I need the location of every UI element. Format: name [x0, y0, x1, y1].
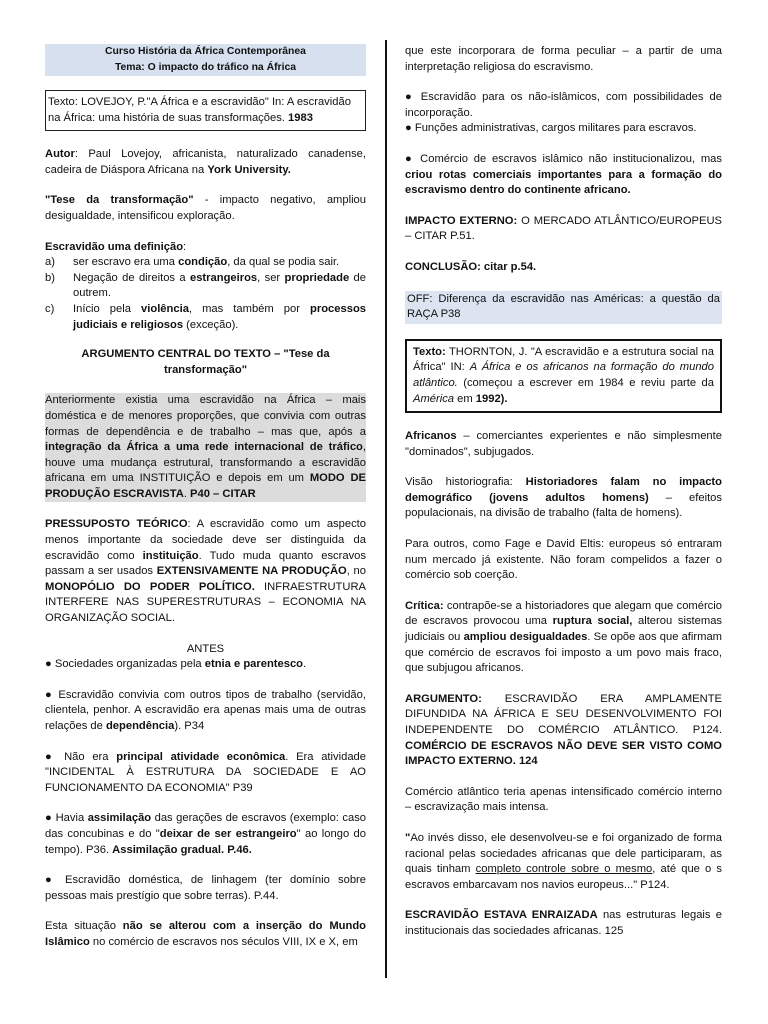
bold-run: EXTENSIVAMENTE NA PRODUÇÃO — [156, 565, 347, 578]
list-marker: a) — [45, 256, 55, 269]
bold-run: MONOPÓLIO DO PODER POLÍTICO. — [45, 580, 255, 593]
italic-run: América — [413, 392, 455, 405]
text-run: – efeitos populacionais, na divisão de trabalho (falta de homens). — [405, 491, 722, 520]
thesis-label: "Tese da transformação" — [45, 194, 194, 207]
bold-run: etnia e parentesco — [204, 658, 304, 671]
bold-run: principal atividade econômica — [116, 750, 286, 763]
central-argument-paragraph — [45, 393, 366, 502]
italic-run: A África e os africanos na formação do mundo atlântico. — [413, 361, 714, 389]
text-run: , ser — [257, 271, 285, 284]
thesis-paragraph — [45, 193, 366, 224]
text-run: . — [183, 487, 191, 500]
bullet-domestic: ● Escravidão doméstica, de linhagem (ter domínio sobre pessoas mais prestígio que sobre terras). P.44. — [45, 874, 366, 902]
bold-run: criou rotas comerciais importantes para a formação do escravismo dentro do continente africano. — [405, 168, 722, 197]
left-column — [45, 44, 366, 966]
text-run: ● Comércio de escravos islâmico não institucionalizou, mas — [405, 152, 722, 165]
bold-run: estrangeiros — [189, 271, 258, 284]
bold-run: assimilação — [87, 812, 152, 825]
atlantic-trade-paragraph: Comércio atlântico teria apenas intensificado comércio interno – escravização mais intensa. — [405, 785, 722, 814]
bold-run: deixar de ser estrangeiro — [159, 827, 297, 840]
text-run: Anteriormente existia uma escravidão na África – mais doméstica e de menores proporções, que convivia com outras formas de dependência e de trabalho – mas que, após a — [45, 394, 366, 438]
bullet-assimilation — [45, 811, 366, 858]
course-header — [45, 44, 366, 76]
text-run: das gerações de escravos (exemplo: caso das concubinas e do " — [45, 812, 367, 840]
bold-run: IMPACTO EXTERNO: — [405, 214, 518, 227]
bold-run: MODO DE PRODUÇÃO ESCRAVISTA — [45, 472, 366, 500]
critique-paragraph — [405, 599, 722, 677]
text-run: . Se opõe aos que afirmam que comércio de escravos foi imposto a um povo mais fraco, que subjugou africanos. — [405, 631, 722, 675]
situation-paragraph — [45, 919, 366, 950]
text-run: , no — [346, 565, 366, 578]
reference-year: 1983 — [288, 111, 313, 124]
bullet-islamic-trade — [405, 152, 722, 199]
author-body: : Paul Lovejoy, africanista, naturalizado canadense, cadeira de Diáspora Africana na — [45, 148, 366, 176]
text-run: no comércio de escravos nos séculos VIII, IX e X, em — [89, 935, 358, 948]
bullet-functions: ● Funções administrativas, cargos militares para escravos. — [405, 122, 697, 135]
list-item — [45, 302, 366, 333]
text-run: ). P34 — [174, 720, 205, 732]
text-run: contrapõe-se a historiadores que alegam que comércio de escravos provocou uma — [405, 599, 722, 628]
text-run: , até que o s escravos embarcavam nos navios europeus..." P124. — [405, 863, 722, 891]
bold-run: dependência — [105, 720, 175, 732]
text-run: : A escravidão como um aspecto menos importante da sociedade deve ser distinguida da escravidão como — [45, 518, 366, 562]
column-divider — [385, 40, 387, 978]
text-run: INFRAESTRUTURA INTERFERE NAS SUPERESTRUTURAS – ECONOMIA NA ORGANIZAÇÃO SOCIAL. — [45, 580, 366, 625]
bold-run: integração da África a uma rede internacional de tráfico — [45, 441, 363, 454]
external-impact-paragraph — [405, 214, 722, 245]
list-marker: b) — [45, 271, 55, 284]
text-run: , mas também por — [188, 302, 311, 315]
author-label: Autor — [45, 148, 75, 161]
before-heading: ANTES — [186, 642, 225, 655]
text-run: Visão historiografia: — [405, 476, 526, 489]
underline-run: completo controle sobre o mesmo — [475, 863, 653, 876]
reference-label: Texto — [48, 96, 75, 108]
central-argument-title — [45, 347, 366, 378]
definition-list — [45, 255, 366, 333]
bold-run: Historiadores falam no impacto demográfico (jovens adultos homens) — [405, 476, 722, 504]
bold-run: Texto: — [413, 345, 446, 358]
text-run: (começou a escrever em 1984 e reviu parte da — [457, 376, 714, 389]
reference-body: : LOVEJOY, P."A África e a escravidão" In: A escravidão na África: uma história de suas transformações. — [48, 96, 351, 124]
text-run: . Era atividade "INCIDENTAL À ESTRUTURA DA SOCIEDADE E AO FUNCIONAMENTO DA ECONOMIA" P39 — [45, 750, 366, 794]
text-run: nas estruturas legais e institucionais das sociedades africanas. 125 — [405, 909, 723, 937]
text-run: ● Sociedades organizadas pela — [45, 658, 205, 671]
bold-run: ampliou desigualdades — [463, 631, 588, 644]
text-run: Ao invés disso, ele desenvolveu-se e foi organizado de forma racional pelas sociedades africanas que dele participaram, as quais tinham — [405, 831, 722, 876]
africans-paragraph — [405, 429, 722, 460]
text-run: " ao longo do tempo). P36. — [45, 827, 366, 856]
text-run: (exceção). — [183, 318, 239, 331]
text-run: Esta situação — [45, 920, 123, 933]
text-run: ● Escravidão convivia com outros tipos de trabalho (servidão, clientela, penhor. A escravidão era apenas mais uma de outras relações de — [45, 688, 366, 732]
text-run: alterou sistemas judiciais ou — [405, 615, 723, 644]
historiography-paragraph — [405, 475, 722, 522]
bold-run: ESCRAVIDÃO ESTAVA ENRAIZADA — [405, 909, 598, 922]
bullet-coexisted — [45, 688, 366, 735]
bullet-non-islamic: ● Escravidão para os não-islâmicos, com possibilidades de incorporação. — [405, 91, 722, 119]
central-argument-title-text: ARGUMENTO CENTRAL DO TEXTO – "Tese da transformação" — [81, 348, 330, 376]
bold-run: COMÉRCIO DE ESCRAVOS NÃO DEVE SER VISTO COMO IMPACTO EXTERNO. 124 — [405, 739, 722, 768]
text-run: ● Não era — [45, 750, 117, 763]
argument-paragraph — [405, 692, 722, 770]
list-marker: c) — [45, 302, 55, 315]
bullet-main-activity — [45, 750, 366, 797]
author-university: York University. — [207, 163, 291, 176]
bold-run: propriedade — [284, 271, 350, 284]
text-run: , da qual se podia sair. — [227, 256, 340, 269]
author-paragraph — [45, 147, 366, 178]
right-column — [405, 44, 722, 955]
bold-run: violência — [141, 302, 189, 315]
text-run: ESCRAVIDÃO ERA AMPLAMENTE DIFUNDIDA NA ÁFRICA E SEU DESENVOLVIMENTO FOI INDEPENDENTE DO COMÉRCIO ATLÂNTICO. P124. — [405, 692, 722, 736]
text-run: . — [303, 658, 307, 671]
course-theme: Tema: O impacto do tráfico na África — [114, 62, 297, 73]
text-run: , houve uma mudança estrutural, transformando a escravidão africana em uma INSTITUIÇÃO e depois em um — [45, 441, 366, 485]
bold-run: " — [405, 831, 411, 844]
bold-run: ruptura social, — [552, 615, 633, 628]
list-text — [73, 255, 366, 271]
list-text — [73, 302, 366, 333]
continuation-paragraph: que este incorporara de forma peculiar – a partir de uma interpretação religiosa do escravismo. — [405, 45, 722, 73]
quote-paragraph — [405, 831, 722, 893]
text-run: ser escravo era uma — [73, 256, 179, 269]
thesis-body: - impacto negativo, ampliou desigualdade, intensificou exploração. — [45, 194, 366, 222]
reference-box-2 — [405, 339, 722, 413]
bullet-societies — [45, 657, 366, 673]
theory-paragraph — [45, 517, 366, 626]
bold-run: processos judiciais e religiosos — [73, 302, 366, 331]
reference-box — [45, 90, 366, 131]
text-run: – comerciantes experientes e não simplesmente "dominados", subjugados. — [405, 430, 722, 458]
definition-title-text: Escravidão uma definição — [45, 240, 184, 253]
off-note: OFF: Diferença da escravidão nas Américas: a questão da RAÇA P38 — [405, 291, 722, 324]
bold-run: Crítica: — [405, 599, 444, 612]
text-run: THORNTON, J. "A escravidão e a estrutura social na África" IN: — [413, 345, 714, 374]
bold-run: Africanos — [405, 430, 457, 443]
bold-run: Assimilação gradual. P.46. — [112, 843, 252, 856]
conclusion-text: CONCLUSÃO: citar p.54. — [405, 260, 537, 273]
bold-run: condição — [178, 256, 228, 269]
definition-title: Escravidão uma definição: — [45, 240, 187, 253]
bold-run: P40 – CITAR — [190, 487, 256, 500]
list-item — [45, 255, 366, 271]
bold-run: PRESSUPOSTO TEÓRICO — [45, 518, 188, 531]
text-run: em — [454, 392, 476, 405]
others-paragraph: Para outros, como Fage e David Eltis: europeus só entraram num mercado já existente. Não foram compelidos a fazer o comércio sob coerção. — [405, 538, 722, 582]
list-text — [73, 271, 366, 302]
text-run: Negação de direitos a — [73, 271, 190, 284]
text-run: Início pela — [73, 302, 142, 315]
course-title: Curso História da África Contemporânea — [105, 46, 306, 57]
bold-run: 1992). — [475, 392, 508, 405]
bold-run: ARGUMENTO: — [405, 692, 482, 705]
text-run: de outrem. — [73, 271, 366, 300]
text-run: . Tudo muda quanto escravos passam a ser usados — [45, 549, 366, 578]
conclusion-paragraph — [405, 260, 722, 276]
bold-run: instituição — [142, 549, 199, 562]
list-item — [45, 271, 366, 302]
rooted-paragraph — [405, 908, 722, 939]
text-run: ● Havia — [45, 812, 88, 825]
bold-run: não se alterou com a inserção do Mundo Islâmico — [45, 920, 366, 948]
text-run: O MERCADO ATLÂNTICO/EUROPEUS – CITAR P.51. — [405, 214, 722, 243]
